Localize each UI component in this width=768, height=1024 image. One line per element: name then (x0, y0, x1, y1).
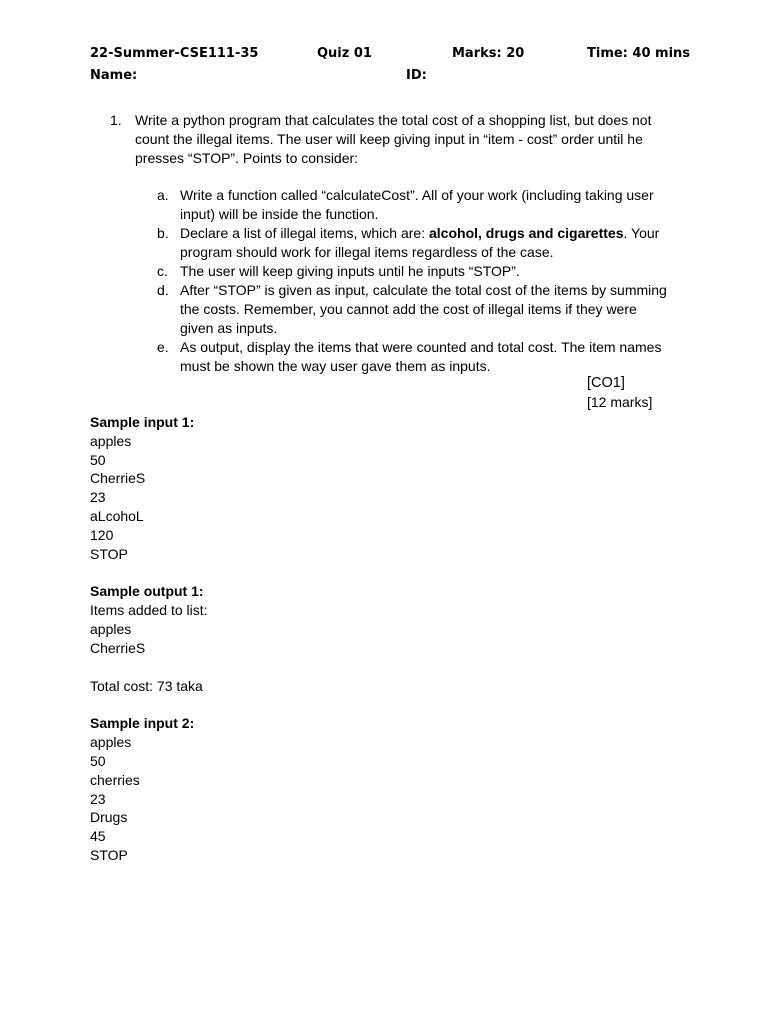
question-marks (587, 374, 652, 412)
requirement-text: After “STOP” is given as input, calculate the total cost of the items by summing the costs. Remember, you cannot add the cost of illegal items if they were given as inputs. (180, 282, 667, 336)
requirement-text-end: . Your program should work for illegal items regardless of the case. (180, 225, 660, 260)
question-1 (110, 111, 670, 376)
sample-input-2-title: Sample input 2: (90, 715, 195, 732)
requirement-item (110, 338, 670, 376)
sample-input-1-line: 120 (90, 526, 114, 543)
sample-output-1-line: Items added to list: (90, 602, 208, 619)
requirement-text: Declare a list of illegal items, which are: (180, 225, 429, 241)
course-outcome: [CO1] (587, 375, 625, 391)
sample-input-2-line: Drugs (90, 809, 128, 826)
sample-input-2-line: apples (90, 734, 132, 751)
sample-input-2-line: cherries (90, 771, 140, 788)
sample-input-2-line: 23 (90, 790, 106, 807)
requirement-letter: e. (157, 339, 169, 355)
name-label: Name: (90, 68, 138, 83)
sample-input-2-line: STOP (90, 846, 128, 863)
quiz-title: Quiz 01 (317, 46, 372, 61)
total-marks: Marks: 20 (452, 46, 525, 61)
requirement-item (110, 224, 670, 262)
spacer (90, 695, 690, 714)
question-marks-value: [12 marks] (587, 394, 653, 410)
header-row-bottom (90, 68, 690, 90)
question-text: Write a python program that calculates the total cost of a shopping list, but does not count the illegal items. The user will keep giving input in “item - cost” order until he presses “STOP”. Points to consider: (135, 112, 652, 166)
sample-input-1-line: STOP (90, 545, 128, 562)
requirement-letter: b. (157, 225, 169, 241)
requirement-letter: d. (157, 282, 169, 298)
sample-input-1-line: CherrieS (90, 470, 146, 487)
sample-input-2-line: 50 (90, 752, 106, 769)
time-limit: Time: 40 mins (587, 46, 691, 61)
sample-input-2-line: 45 (90, 828, 106, 845)
requirement-item (110, 281, 670, 338)
exam-header (90, 46, 690, 90)
illegal-items-list: alcohol, drugs and cigarettes (429, 225, 624, 241)
sample-input-1-line: 50 (90, 451, 106, 468)
sample-output-1-line: apples (90, 620, 132, 637)
sample-input-1-title: Sample input 1: (90, 414, 195, 430)
sample-output-1-title: Sample output 1: (90, 583, 204, 600)
requirement-letter: a. (157, 187, 169, 203)
requirement-text: The user will keep giving inputs until he inputs “STOP”. (180, 263, 520, 279)
question-number: 1. (110, 112, 122, 128)
requirement-item (110, 186, 670, 224)
sample-input-1-line: 23 (90, 489, 106, 506)
sample-input-1-line: aLcohoL (90, 507, 144, 524)
requirement-item (110, 262, 670, 281)
requirement-letter: c. (157, 263, 168, 279)
spacer (90, 658, 690, 677)
course-code: 22-Summer-CSE111-35 (90, 46, 259, 61)
samples-section (90, 413, 690, 865)
sample-output-1-total: Total cost: 73 taka (90, 677, 203, 694)
requirements-list (110, 186, 670, 376)
requirement-text: Write a function called “calculateCost”. All of your work (including taking user input) will be inside the function. (180, 187, 654, 222)
sample-input-1-line: apples (90, 432, 132, 449)
sample-output-1-line: CherrieS (90, 639, 146, 656)
id-label: ID: (406, 68, 427, 83)
requirement-text: As output, display the items that were counted and total cost. The item names must be shown the way user gave them as inputs. (180, 339, 662, 374)
spacer (90, 563, 690, 582)
header-row-top (90, 46, 690, 68)
